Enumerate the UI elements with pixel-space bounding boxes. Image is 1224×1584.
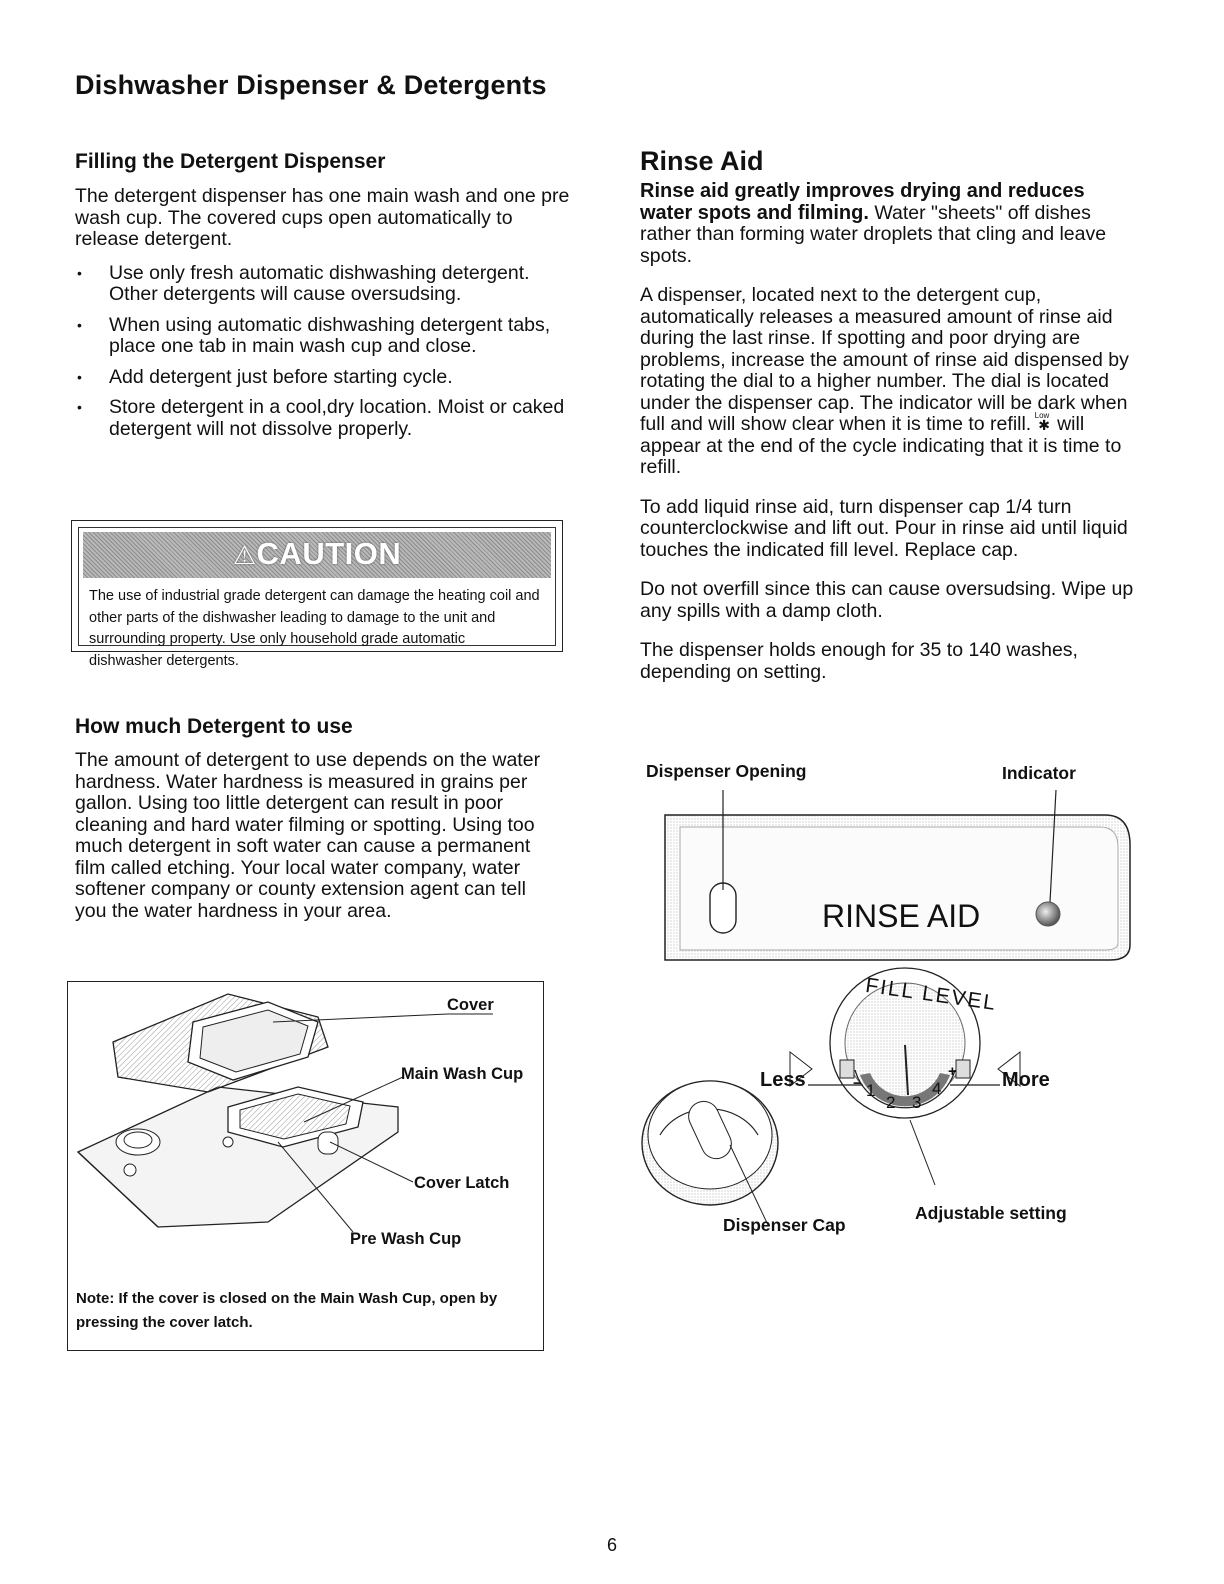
rinse-aid-heading: Rinse Aid [640, 146, 764, 176]
panel-rinse-aid-text: RINSE AID [822, 898, 981, 934]
caution-label: ⚠CAUTION [232, 536, 402, 571]
page-number: 6 [606, 1535, 617, 1555]
dispenser-opening-label: Dispenser Opening [646, 761, 807, 781]
list-item: • When using automatic dishwashing detergent tabs, place one tab in main wash cup and close. [75, 315, 570, 358]
dial-minus: − [853, 1075, 862, 1092]
rinse-aid-para-4: Do not overfill since this can cause oversudsing. Wipe up any spills with a damp cloth. [640, 578, 1134, 622]
indicator-label: Indicator [1002, 763, 1076, 783]
rinse-aid-section [640, 181, 1140, 701]
adjustable-setting-label: Adjustable setting [915, 1203, 1067, 1223]
rinse-aid-intro: Rinse aid greatly improves drying and reduces water spots and filming. Water "sheets" off dishes rather than forming water droplets that cling and leave spots. [640, 180, 1107, 267]
dial-number: 2 [886, 1093, 896, 1112]
dispenser-cap-label: Dispenser Cap [723, 1215, 846, 1235]
dial-number: 3 [912, 1093, 922, 1112]
caution-inner-frame [78, 527, 556, 669]
dial-number: 4 [932, 1079, 942, 1098]
filling-bullet-list [75, 263, 570, 441]
rinse-aid-para-2: A dispenser, located next to the detergent cup, automatically releases a measured amount of rinse aid during the last rinse. If spotting and poor drying are problems, increase the amount of rinse aid dispensed by rotating the dial to a higher number. The dial is located under the dispenser cap. The indicator will be dark when full and will show clear when it is time to refill. ✱ Low will appear at the end of the cycle indicating that it is time to refill. [640, 284, 1129, 478]
list-item: • Add detergent just before starting cycle. [75, 367, 570, 389]
rinse-aid-para-5: The dispenser holds enough for 35 to 140 washes, depending on setting. [640, 639, 1078, 683]
caution-text: The use of industrial grade detergent can damage the heating coil and other parts of the dishwasher leading to damage to the unit and surrounding property. Use only household grade automatic dishwasher detergents. [89, 588, 540, 669]
list-item: • Store detergent in a cool,dry location. Moist or caked detergent will not dissolve properly. [75, 397, 570, 440]
page-title: Dishwasher Dispenser & Detergents [75, 70, 547, 100]
dispenser-note: Note: If the cover is closed on the Main Wash Cup, open by pressing the cover latch. [76, 1290, 498, 1331]
filling-section [75, 186, 570, 449]
list-item: • Use only fresh automatic dishwashing detergent. Other detergents will cause oversudsing. [75, 263, 570, 306]
dispenser-diagram [67, 981, 544, 1351]
dial-number: 1 [866, 1081, 876, 1100]
cover-latch-label: Cover Latch [414, 1174, 510, 1192]
filling-heading: Filling the Detergent Dispenser [75, 150, 386, 173]
pre-wash-cup-label: Pre Wash Cup [350, 1230, 462, 1248]
caution-banner [83, 532, 551, 578]
rinse-aid-diagram [640, 755, 1140, 1245]
low-snowflake-icon: ✱ Low [1034, 411, 1051, 433]
main-wash-cup-label: Main Wash Cup [401, 1065, 524, 1083]
more-label: More [1002, 1069, 1050, 1091]
less-label: Less [760, 1069, 806, 1091]
how-much-text: The amount of detergent to use depends on the water hardness. Water hardness is measured in grains per gallon. Using too little detergent can result in poor cleaning and hard water filming or spotting. Using too much detergent in soft water can cause a permanent film called etching. Your local water company, water softener company or county extension agent can tell you the water hardness in your area. [75, 749, 541, 922]
rinse-aid-para-3: To add liquid rinse aid, turn dispenser cap 1/4 turn counterclockwise and lift out. Pour in rinse aid until liquid touches the indicated fill level. Replace cap. [640, 495, 1128, 561]
dial-plus: + [948, 1063, 957, 1080]
caution-box [71, 520, 563, 669]
warning-triangle-icon: ⚠ [232, 540, 257, 570]
fill-level-text: FILL LEVEL [864, 973, 999, 1016]
filling-intro: The detergent dispenser has one main wash and one pre wash cup. The covered cups open automatically to release detergent. [75, 185, 570, 250]
how-much-heading: How much Detergent to use [75, 715, 353, 738]
cover-label: Cover [447, 996, 494, 1014]
dispenser-illustration [68, 982, 543, 1282]
